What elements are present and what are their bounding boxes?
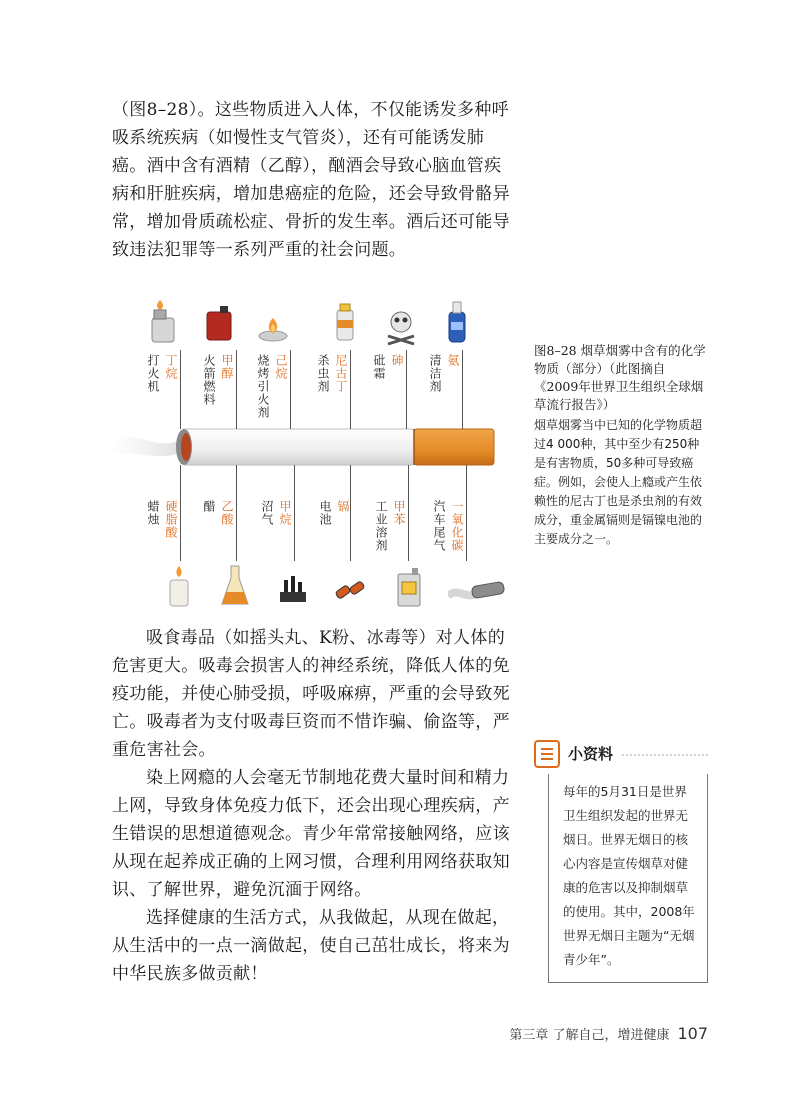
product-label: 清洁剂 (428, 354, 442, 393)
label-cleaner (428, 354, 462, 424)
connector-line (462, 350, 463, 429)
product-label: 打火机 (146, 354, 160, 393)
connector-line (294, 465, 295, 561)
connector-line (180, 350, 181, 429)
label-vinegar (202, 500, 236, 570)
chemical-label: 氨 (446, 354, 460, 367)
solvent-can-icon (392, 562, 426, 610)
chemical-label: 甲烷 (278, 500, 292, 526)
connector-line (406, 350, 407, 429)
label-lighter (146, 354, 180, 424)
label-fuel (202, 354, 236, 424)
top-item (256, 298, 290, 350)
paragraph-healthy-life: 选择健康的生活方式，从我做起，从现在做起，从生活中的一点一滴做起，使自己茁壮成长，将来为中华民族多做贡献！ (112, 908, 510, 984)
divider (622, 754, 708, 756)
label-biogas (260, 500, 294, 570)
paragraph-drugs: 吸食毒品（如摇头丸、K粉、冰毒等）对人体的危害更大。吸毒会损害人的神经系统，降低人体的免疫功能，并使心肺受损，呼吸麻痹，严重的会导致死亡。吸毒者为支付吸毒巨资而不惜诈骗、偷盗等，严重危害社会。 (112, 628, 510, 760)
top-item (384, 298, 418, 350)
bottom-item (218, 562, 252, 614)
info-content: 每年的5月31日是世界卫生组织发起的世界无烟日。世界无烟日的核心内容是宣传烟草对健康的危害以及抑制烟草的使用。其中，2008年世界无烟日主题为“无烟青少年”。 (548, 774, 708, 983)
chemical-label: 乙酸 (220, 500, 234, 526)
cigarette-chemicals-figure (110, 292, 520, 622)
insecticide-icon (328, 298, 362, 346)
bottom-item (334, 562, 368, 614)
connector-line (236, 465, 237, 561)
figure-caption (534, 342, 706, 549)
chemical-label: 硬脂酸 (164, 500, 178, 539)
notebook-icon (534, 740, 560, 768)
body-text (112, 624, 510, 988)
connector-line (408, 465, 409, 561)
chemical-label: 甲醇 (220, 354, 234, 380)
lighter-icon (146, 298, 180, 346)
label-insecticide (316, 354, 350, 424)
cleaner-bottle-icon (440, 298, 474, 346)
product-label: 工业溶剂 (374, 500, 388, 552)
top-item (440, 298, 474, 350)
bottom-item (448, 562, 508, 614)
caption-title: 图8–28 烟草烟雾中含有的化学物质（部分）（此图摘自《2009年世界卫生组织全球烟草流行报告》） (534, 343, 706, 412)
product-label: 汽车尾气 (432, 500, 446, 552)
intro-paragraph: （图8–28）。这些物质进入人体，不仅能诱发多种呼吸系统疾病（如慢性支气管炎），还有可能诱发肺癌。酒中含有酒精（乙醇），酗酒会导致心脑血管疾病和肝脏疾病，增加患癌症的危险，还会导致骨骼异常，增加骨质疏松症、骨折的发生率。酒后还可能导致违法犯罪等一系列严重的社会问题。 (112, 100, 510, 260)
page-number: 107 (677, 1024, 708, 1043)
chapter-title: 第三章 了解自己，增进健康 (509, 1028, 670, 1043)
poison-skull-icon (384, 298, 418, 346)
connector-line (466, 465, 467, 561)
smoke (110, 437, 185, 456)
product-label: 杀虫剂 (316, 354, 330, 393)
info-box (528, 738, 708, 983)
battery-icon (334, 562, 368, 610)
label-fire-starter (256, 354, 290, 424)
ember-glow (181, 433, 191, 461)
fire-starter-icon (256, 298, 290, 346)
label-solvent (374, 500, 408, 570)
product-label: 电池 (318, 500, 332, 526)
label-battery (318, 500, 352, 570)
label-candle (146, 500, 180, 570)
info-title: 小资料 (568, 745, 614, 763)
top-item (328, 298, 362, 350)
chemical-label: 尼古丁 (334, 354, 348, 393)
paragraph-internet: 染上网瘾的人会毫无节制地花费大量时间和精力上网，导致身体免疫力低下，还会出现心理疾病，产生错误的思想道德观念。青少年常常接触网络，应该从现在起养成正确的上网习惯，合理利用网络获取知识、了解世界，避免沉湎于网络。 (112, 768, 510, 900)
bottom-item (392, 562, 426, 614)
info-header (528, 738, 708, 770)
vinegar-flask-icon (218, 562, 252, 610)
product-label: 醋 (202, 500, 216, 513)
cigarette-filter (414, 429, 494, 465)
product-label: 沼气 (260, 500, 274, 526)
top-item (202, 298, 236, 350)
top-item (146, 298, 180, 350)
label-arsenic (372, 354, 406, 424)
chemical-label: 丁烷 (164, 354, 178, 380)
connector-line (236, 350, 237, 429)
chemical-label: 砷 (390, 354, 404, 367)
bottom-item (276, 562, 310, 614)
page-footer (509, 1024, 708, 1043)
chemical-label: 镉 (336, 500, 350, 513)
biogas-icon (276, 562, 310, 610)
product-label: 砒霜 (372, 354, 386, 380)
chemical-label: 一氧化碳 (450, 500, 464, 552)
connector-line (180, 465, 181, 561)
exhaust-pipe-icon (448, 562, 508, 610)
chemical-label: 己烷 (274, 354, 288, 380)
label-exhaust (432, 500, 466, 570)
candle-icon (162, 562, 196, 610)
product-label: 蜡烛 (146, 500, 160, 526)
fuel-can-icon (202, 298, 236, 346)
cigarette-paper (182, 429, 414, 465)
product-label: 烧烤引火剂 (256, 354, 270, 419)
caption-description: 烟草烟雾当中已知的化学物质超过4 000种，其中至少有250种是有害物质，50多种可导致癌症。例如，会使人上瘾或产生依赖性的尼古丁也是杀虫剂的有效成分，重金属镉则是镉镍电池的主要成分之一。 (534, 418, 703, 546)
bottom-item (162, 562, 196, 614)
product-label: 火箭燃料 (202, 354, 216, 406)
chemical-label: 甲苯 (392, 500, 406, 526)
connector-line (350, 350, 351, 429)
connector-line (290, 350, 291, 429)
